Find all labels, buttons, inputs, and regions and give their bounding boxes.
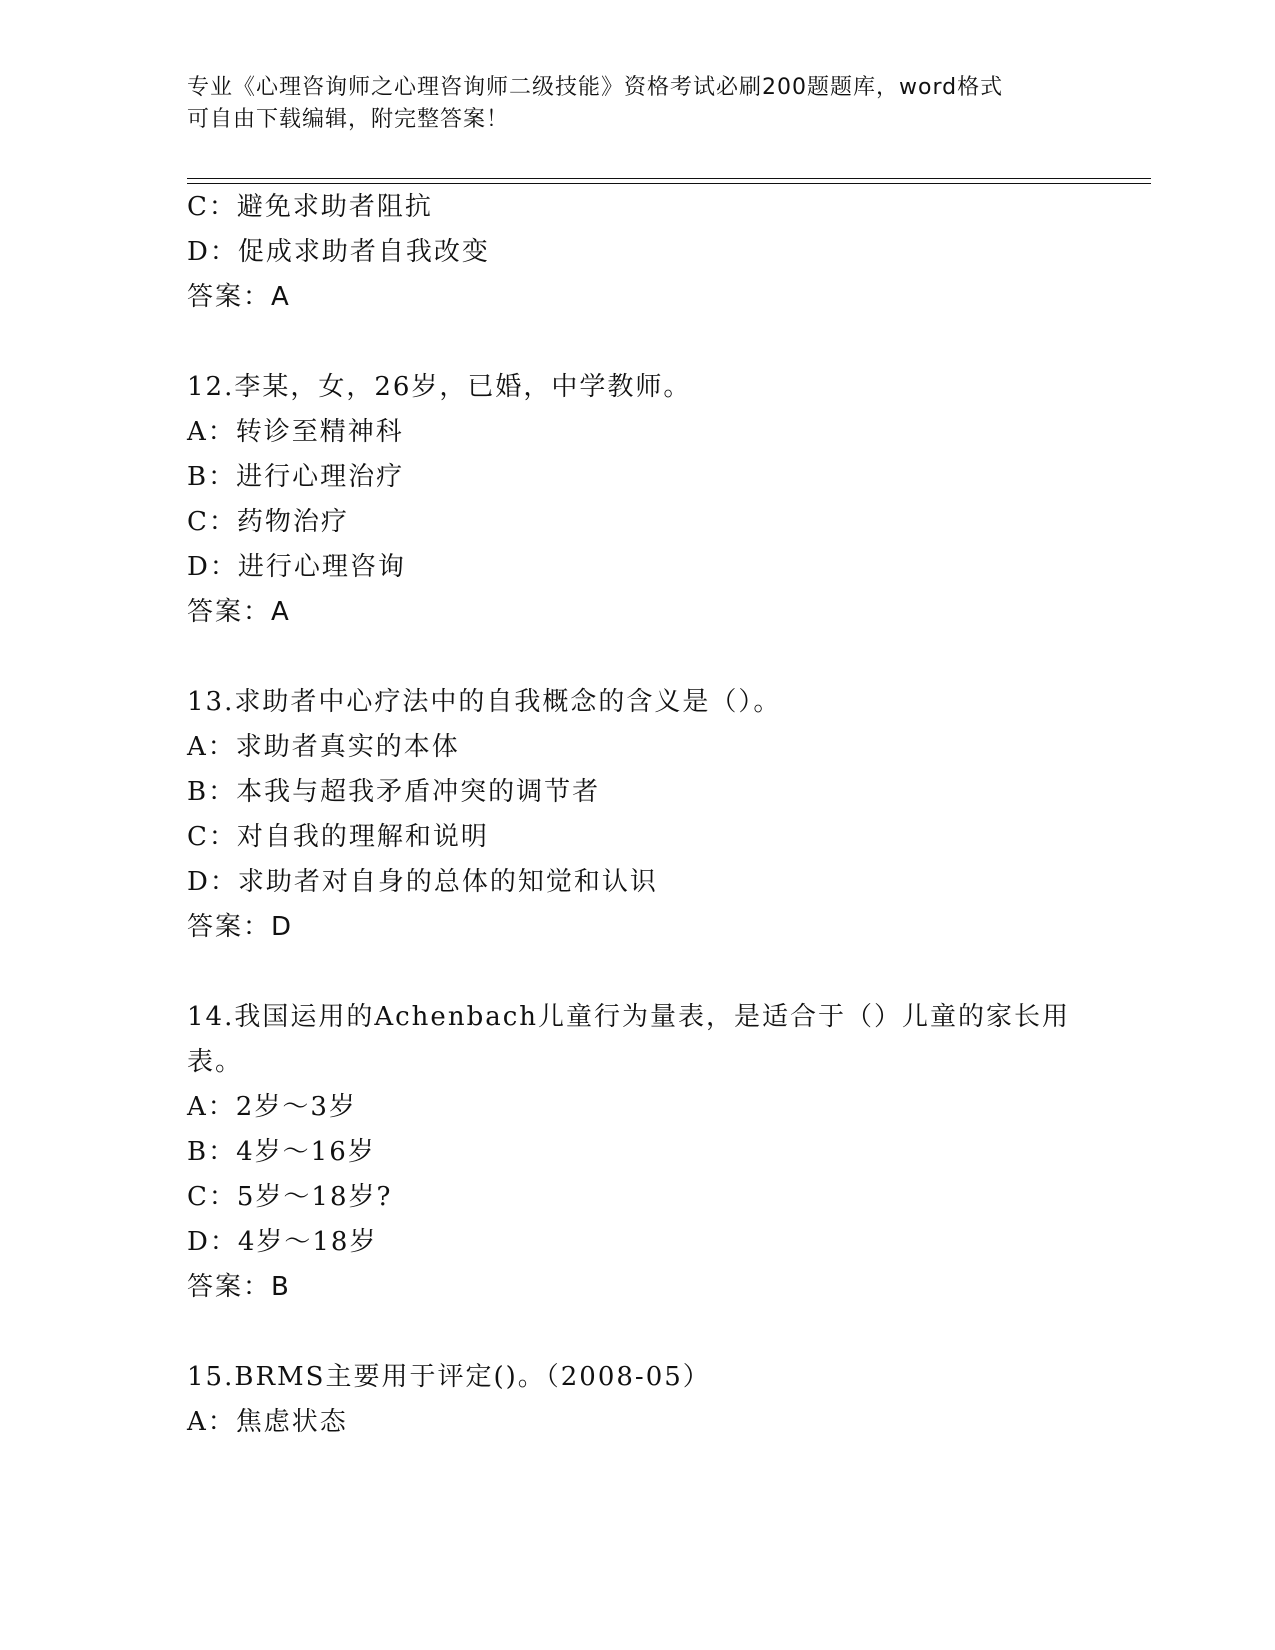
question-14-continued: 表。 — [187, 1047, 244, 1077]
header-line-1: 专业《心理咨询师之心理咨询师二级技能》资格考试必刷200题题库，word格式 — [187, 75, 1004, 100]
option-a: A：转诊至精神科 — [187, 417, 404, 447]
option-a: A：2岁～3岁 — [187, 1092, 357, 1122]
option-c: C：避免求助者阻抗 — [187, 192, 433, 222]
header-line-2: 可自由下载编辑，附完整答案！ — [187, 107, 510, 132]
header-divider-top — [187, 178, 1151, 179]
option-a: A：焦虑状态 — [187, 1407, 348, 1437]
option-b: B：4岁～16岁 — [187, 1137, 376, 1167]
option-b: B：进行心理治疗 — [187, 462, 405, 492]
document-header — [187, 72, 1087, 136]
option-d: D：促成求助者自我改变 — [187, 237, 490, 267]
option-c: C：对自我的理解和说明 — [187, 822, 489, 852]
question-14: 14.我国运用的Achenbach儿童行为量表，是适合于（）儿童的家长用 — [187, 1002, 1071, 1032]
header-divider-bottom — [187, 183, 1151, 184]
option-c: C：药物治疗 — [187, 507, 349, 537]
answer-line: 答案：A — [187, 282, 291, 312]
question-13: 13.求助者中心疗法中的自我概念的含义是（）。 — [187, 687, 782, 717]
option-d: D：4岁～18岁 — [187, 1227, 378, 1257]
question-12: 12.李某，女，26岁，已婚，中学教师。 — [187, 372, 692, 402]
option-d: D：进行心理咨询 — [187, 552, 406, 582]
answer-line: 答案：B — [187, 1272, 291, 1302]
option-d: D：求助者对自身的总体的知觉和认识 — [187, 867, 658, 897]
answer-line: 答案：A — [187, 597, 291, 627]
answer-line: 答案：D — [187, 912, 294, 942]
option-a: A：求助者真实的本体 — [187, 732, 460, 762]
option-c: C：5岁～18岁? — [187, 1182, 393, 1212]
question-15: 15.BRMS主要用于评定()。（2008-05） — [187, 1362, 711, 1392]
option-b: B：本我与超我矛盾冲突的调节者 — [187, 777, 601, 807]
